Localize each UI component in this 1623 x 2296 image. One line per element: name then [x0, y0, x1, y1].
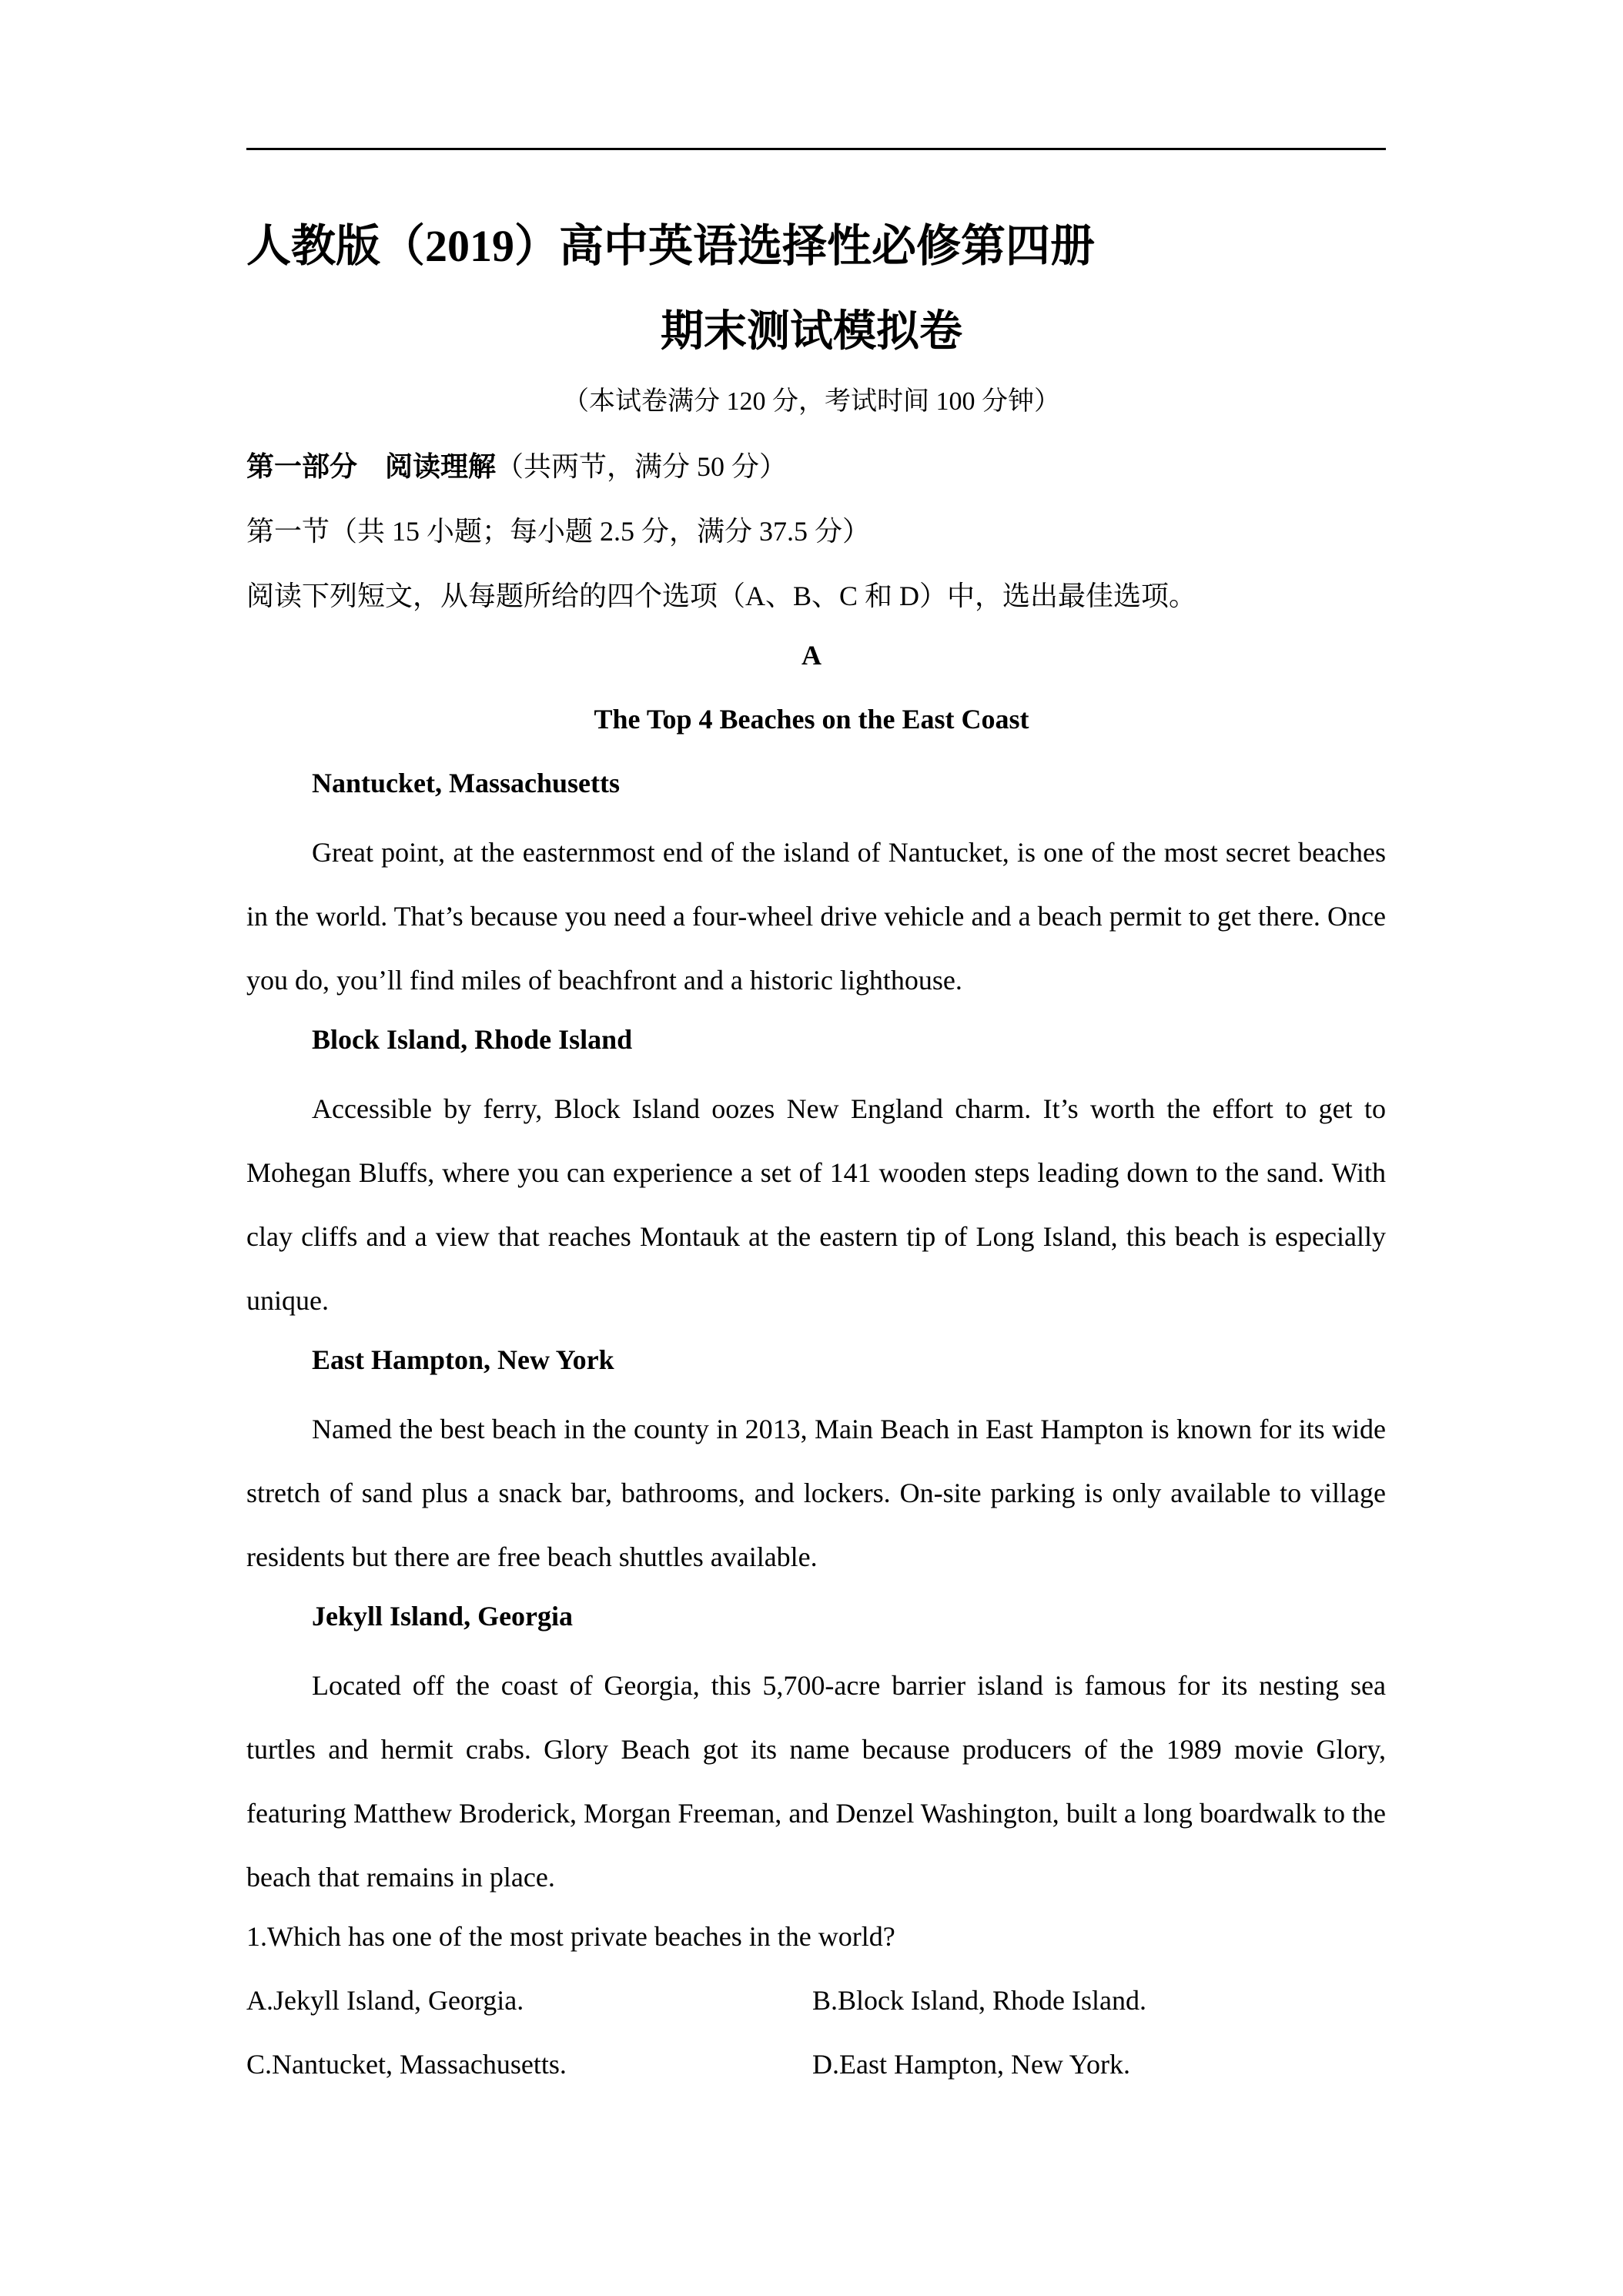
- subsection-heading: 第一节（共 15 小题；每小题 2.5 分，满分 37.5 分）: [246, 516, 871, 547]
- question-stem: 1.Which has one of the most private beaches in the world?: [246, 1921, 895, 1952]
- option-c: C.Nantucket, Massachusetts.: [246, 2049, 567, 2080]
- part-label: 第一部分 阅读理解: [246, 451, 497, 482]
- entry-paragraph: [246, 1397, 1386, 1589]
- part-detail: （共两节，满分 50 分）: [496, 451, 788, 482]
- entry-paragraph: [246, 1077, 1386, 1333]
- entry-text: Accessible by ferry, Block Island oozes New England charm. It’s worth the effort to get to Mohegan Bluffs, where you can experience a set of 141 wooden steps leading down to the sand. With clay cliffs and a view that reaches Montauk at the eastern tip of Long Island, this beach is especially unique.: [246, 1093, 1386, 1316]
- entry-heading: Block Island, Rhode Island: [312, 1024, 633, 1055]
- entry-paragraph: [246, 821, 1386, 1012]
- option-a: A.Jekyll Island, Georgia.: [246, 1985, 524, 2016]
- passage-letter: A: [801, 640, 822, 671]
- entry-text: Great point, at the easternmost end of the island of Nantucket, is one of the most secret beaches in the world. That’s because you need a four-wheel drive vehicle and a beach permit to get there. Once you do, you’ll find miles of beachfront and a historic lighthouse.: [246, 837, 1386, 996]
- exam-note: （本试卷满分 120 分，考试时间 100 分钟）: [563, 387, 1060, 416]
- header-rule: [246, 148, 1386, 150]
- page-subtitle: 期末测试模拟卷: [661, 308, 962, 356]
- passage-title: The Top 4 Beaches on the East Coast: [594, 704, 1029, 735]
- part-heading: [246, 445, 787, 484]
- entry-text: Located off the coast of Georgia, this 5,700-acre barrier island is famous for its nesting sea turtles and hermit crabs. Glory Beach got its name because producers of the 1989 movie Glory, featuring Matthew Broderick, Morgan Freeman, and Denzel Washington, built a long boardwalk to the beach that remains in place.: [246, 1670, 1386, 1893]
- entry-paragraph: [246, 1654, 1386, 1909]
- option-d: D.East Hampton, New York.: [812, 2049, 1130, 2080]
- option-b: B.Block Island, Rhode Island.: [812, 1985, 1146, 2016]
- entry-heading: East Hampton, New York: [312, 1344, 614, 1375]
- entry-heading: Jekyll Island, Georgia: [312, 1601, 574, 1632]
- entry-heading: Nantucket, Massachusetts: [312, 768, 620, 798]
- page-title: 人教版（2019）高中英语选择性必修第四册: [246, 221, 1096, 271]
- entry-text: Named the best beach in the county in 2013, Main Beach in East Hampton is known for its wide stretch of sand plus a snack bar, bathrooms, and lockers. On-site parking is only available to village residents but there are free beach shuttles available.: [246, 1414, 1386, 1572]
- instruction: 阅读下列短文，从每题所给的四个选项（A、B、C 和 D）中，选出最佳选项。: [246, 581, 1197, 611]
